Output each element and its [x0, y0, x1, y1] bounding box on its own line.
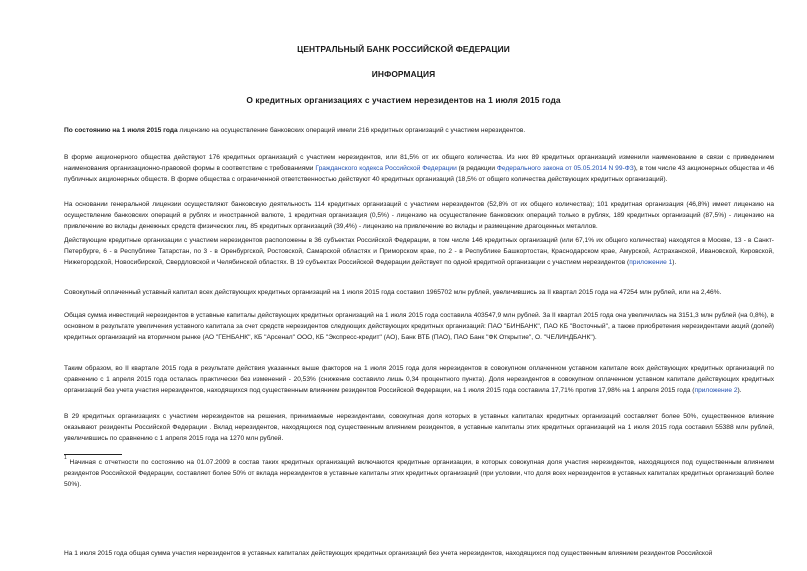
- civil-code-link[interactable]: Гражданского кодекса Российской Федерации: [315, 164, 457, 172]
- footnote-text: Начиная с отчетности по состоянию на 01.07.2009 в состав таких кредитных организаций включаются кредитные организации, в которых совокупная доля участия нерезидентов, находящихся под существенным влиянием резидентов Российской Федерации, составляет более 50% от вклада нерезидентов в уставные капиталы этих кредитных организаций (при условии, что доля всех нерезидентов в уставных капиталах кредитных организаций более 50%).: [64, 459, 774, 488]
- appendix-1-link[interactable]: приложение 1: [629, 258, 673, 266]
- paragraph-7: [64, 364, 774, 397]
- paragraph-4: [64, 236, 774, 269]
- doc-type-heading: ИНФОРМАЦИЯ: [371, 69, 436, 79]
- paragraph-4-text-a: Действующие кредитные организации с участием нерезидентов расположены в 36 субъектах Российской Федерации, в том числе 146 кредитных организаций (или 67,1% их общего количества) находятся в Москве, 13 - в Санкт-Петербурге, 6 - в Республике Татарстан, по 3 - в Оренбургской, Ростовской, Самарской областях и Приморском крае, по 2 - в Республике Башкортостан, Краснодарском крае, Амурской, Астраханской, Ивановской, Кировской, Нижегородской, Новосибирской, Свердловской и Челябинской областях. В 19 субъектах Российской Федерации действует по одной кредитной организации с участием нерезидентов (: [64, 237, 774, 266]
- document-title: О кредитных организациях с участием нерезидентов на 1 июля 2015 года: [246, 95, 561, 105]
- paragraph-5: Совокупный оплаченный уставный капитал всех действующих кредитных организаций на 1 июля 2015 года составил 1965702 млн рублей, увеличившись за II квартал 2015 года на 47254 млн рублей, или на 2,46%.: [64, 289, 722, 296]
- paragraph-2: [64, 153, 774, 186]
- footnote: [64, 455, 774, 491]
- paragraph-6: Общая сумма инвестиций нерезидентов в уставные капиталы действующих кредитных организаций на 1 июля 2015 года составила 403547,9 млн рублей. За II квартал 2015 года она увеличилась на 3151,3 млн рублей (на 0,8%), в основном в результате увеличения уставного капитала за счет средств нерезидентов следующих действующих кредитных организаций: ПАО "БИНБАНК", ПАО КБ "Восточный", а также приобретения нерезидентами акций (долей) кредитных организаций на вторичном рынке (АО "ГЕНБАНК", КБ "Арсенал" ООО, КБ "Экспресс-кредит" (АО), Банк ВТБ (ПАО), ПАО Банк "ФК Открытие", О. "ЧЕЛИНДБАНК").: [64, 312, 774, 341]
- paragraph-2-text-c: ), в том числе 43 акционерных общества и 46 публичных акционерных обществ. В форме общества с ограниченной ответственностью действуют 40 кредитных организаций (18,5% от общего количества действующих кредитных организаций).: [64, 164, 774, 183]
- org-heading: ЦЕНТРАЛЬНЫЙ БАНК РОССИЙСКОЙ ФЕДЕРАЦИИ: [297, 44, 510, 54]
- paragraph-1: [64, 126, 774, 137]
- appendix-2-link[interactable]: приложение 2: [694, 386, 738, 394]
- federal-law-link[interactable]: Федерального закона от 05.05.2014 N 99-ФЗ: [496, 164, 634, 172]
- paragraph-2-text-b: (в редакции: [456, 164, 497, 172]
- footnote-mark: 1: [64, 455, 67, 461]
- paragraph-1-lead: По состоянию на 1 июля 2015 года: [64, 127, 178, 134]
- paragraph-4-text-b: ).: [672, 258, 677, 266]
- paragraph-1-text: лицензию на осуществление банковских операций имели 216 кредитных организаций с участием нерезидентов.: [177, 127, 526, 134]
- paragraph-9: На 1 июля 2015 года общая сумма участия нерезидентов в уставных капиталах действующих кредитных организаций без учета нерезидентов, находящихся под существенным влиянием резидентов Российской: [64, 550, 713, 557]
- paragraph-2-text-a: В форме акционерного общества действуют 176 кредитных организаций с участием нерезидентов, или 81,5% от их общего количества. Из них 89 кредитных организаций изменили наименование в связи с приведением наименования организационно-правовой формы в соответствие с требованиями: [64, 154, 774, 172]
- paragraph-3: На основании генеральной лицензии осуществляют банковскую деятельность 114 кредитных организаций с участием нерезидентов (52,8% от их общего количества); 101 кредитная организация (46,8%) имеет лицензию на осуществление банковских операций в рублях и иностранной валюте, 1 кредитная организация (0,5%) - лицензию на осуществление банковских операций только в рублях, 189 кредитных организаций (87,5%) - лицензию на привлечение во вклады денежных средств физических лиц, 85 кредитных организаций (39,4%) - лицензию на привлечение во вклады и размещение драгоценных металлов.: [64, 201, 774, 230]
- paragraph-7-text-a: Таким образом, во II квартале 2015 года в результате действия указанных выше факторов на 1 июля 2015 года доля нерезидентов в совокупном оплаченном уставном капитале всех действующих кредитных организаций по сравнению с 1 апреля 2015 года осталась практически без изменений - 20,53% (снижение составило лишь 0,34 процентного пункта). Доля нерезидентов в совокупном оплаченном уставном капитале действующих кредитных организаций без учета участия нерезидентов, находящихся под существенным влиянием резидентов Российской Федерации, на 1 июля 2015 года составила 17,71% против 17,98% на 1 апреля 2015 года (: [64, 365, 774, 394]
- paragraph-7-text-b: ).: [737, 386, 742, 394]
- footnote-divider: [64, 454, 122, 455]
- paragraph-8: В 29 кредитных организациях с участием нерезидентов на решения, принимаемые нерезидентами, совокупная доля которых в уставных капиталах кредитных организаций составляет более 50%, существенное влияние оказывают резиденты Российской Федерации . Вклад нерезидентов, находящихся под существенным влиянием резидентов, в уставные капиталы этих кредитных организаций на 1 июля 2015 года составил 55388 млн рублей, увеличившись по сравнению с 1 апреля 2015 года на 1270 млн рублей.: [64, 413, 774, 442]
